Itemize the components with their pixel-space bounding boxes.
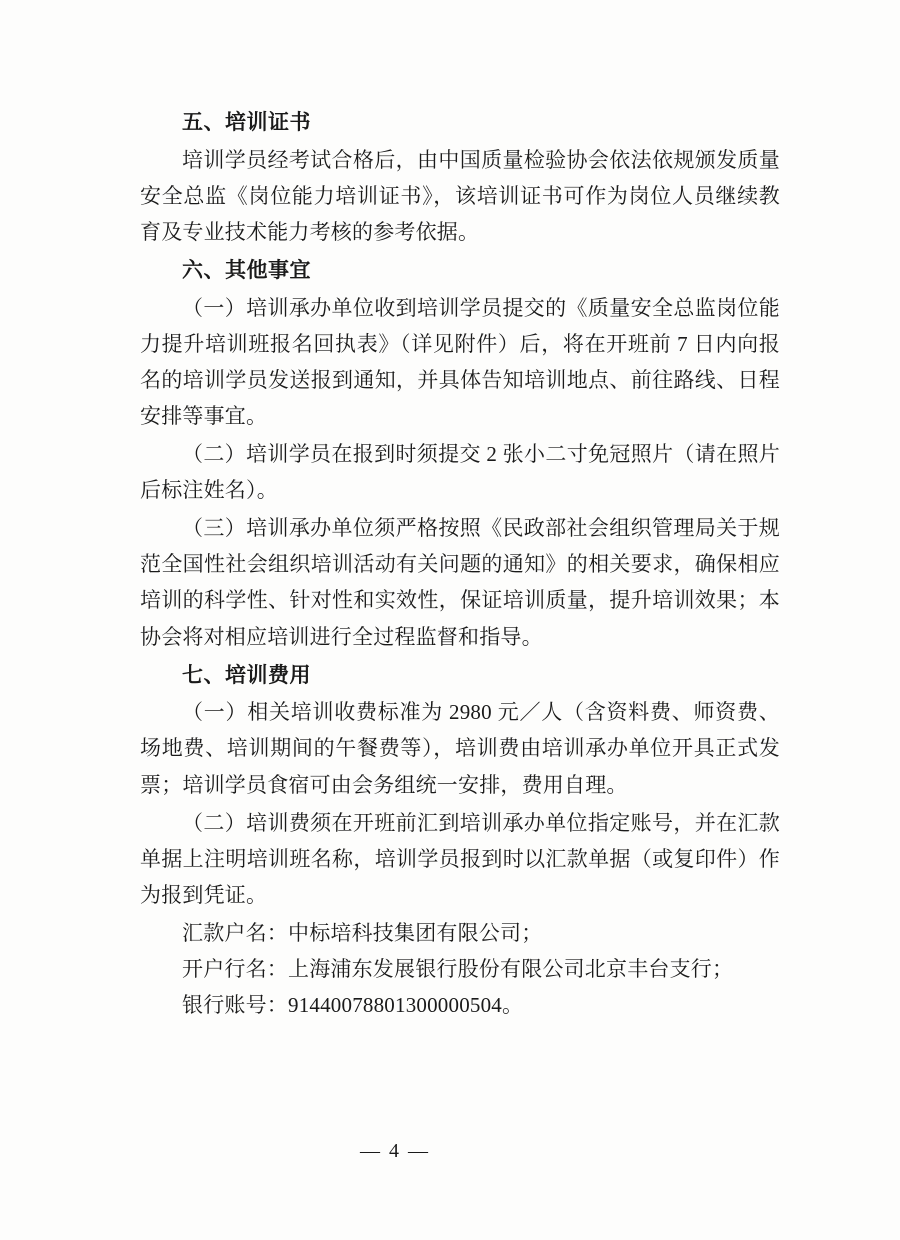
paragraph-other-2: （二）培训学员在报到时须提交 2 张小二寸免冠照片（请在照片后标注姓名）。	[140, 442, 780, 503]
bank-branch-name: 开户行名：上海浦东发展银行股份有限公司北京丰台支行；	[182, 957, 734, 982]
section-heading-five: 五、培训证书	[182, 110, 311, 134]
section-training-fees	[140, 658, 780, 1024]
paragraph-fee-2: （二）培训费须在开班前汇到培训承办单位指定账号，并在汇款单据上注明培训班名称，培训学员报到时以汇款单据（或复印件）作为报到凭证。	[140, 810, 780, 907]
document-body	[140, 105, 780, 1026]
paragraph-certificate-1: 培训学员经考试合格后，由中国质量检验协会依法依规颁发质量安全总监《岗位能力培训证书》，该培训证书可作为岗位人员继续教育及专业技术能力考核的参考依据。	[140, 147, 780, 244]
section-heading-seven: 七、培训费用	[182, 662, 311, 687]
paragraph-other-3: （三）培训承办单位须严格按照《民政部社会组织管理局关于规范全国性社会组织培训活动有关问题的通知》的相关要求，确保相应培训的科学性、针对性和实效性，保证培训质量，提升培训效果；本协会将对相应培训进行全过程监督和指导。	[140, 516, 780, 649]
page-number: — 4 —	[360, 1140, 430, 1162]
paragraph-other-1: （一）培训承办单位收到培训学员提交的《质量安全总监岗位能力提升培训班报名回执表》（详见附件）后，将在开班前 7 日内向报名的培训学员发送报到通知，并具体告知培训地点、前往路线、日程安排等事宜。	[140, 295, 780, 428]
bank-account-number: 银行账号：91440078801300000504。	[182, 993, 524, 1018]
bank-account-name: 汇款户名：中标培科技集团有限公司；	[182, 921, 543, 945]
section-heading-six: 六、其他事宜	[182, 257, 311, 282]
page-footer	[0, 1140, 900, 1163]
section-training-certificate	[140, 105, 780, 250]
section-other-matters	[140, 253, 780, 655]
paragraph-fee-1: （一）相关培训收费标准为 2980 元／人（含资料费、师资费、场地费、培训期间的午餐费等），培训费由培训承办单位开具正式发票；培训学员食宿可由会务组统一安排，费用自理。	[140, 700, 780, 797]
